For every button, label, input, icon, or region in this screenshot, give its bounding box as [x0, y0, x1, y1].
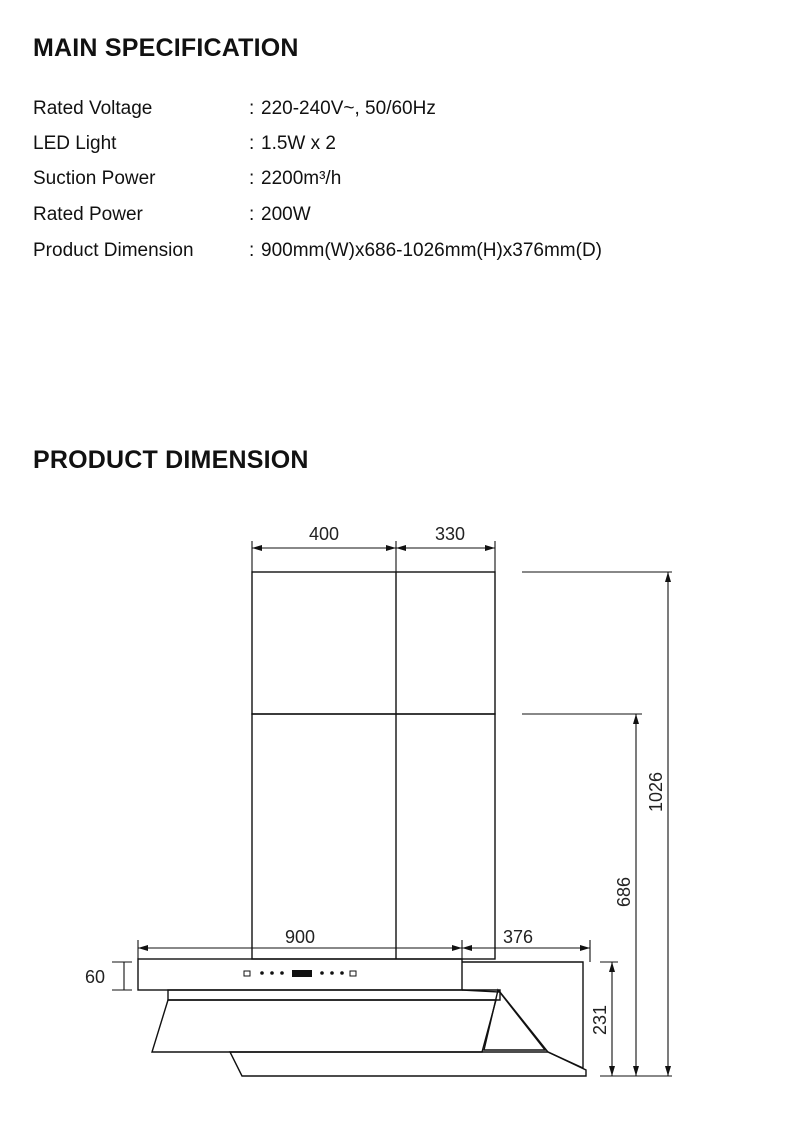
arrowheads: [138, 545, 671, 1076]
spec-label: Rated Power: [33, 204, 143, 225]
spec-row-led-light: [33, 133, 753, 163]
filter-grille: [484, 990, 545, 1050]
spec-colon: :: [249, 240, 255, 261]
product-dimension-title: PRODUCT DIMENSION: [33, 446, 309, 474]
control-dot-icon: [340, 971, 344, 975]
control-dot-icon: [280, 971, 284, 975]
spec-row-suction-power: [33, 168, 753, 198]
spec-value: 220-240V~, 50/60Hz: [261, 98, 436, 119]
chimney-lower: [252, 714, 495, 959]
spec-value: 900mm(W)x686-1026mm(H)x376mm(D): [261, 240, 602, 261]
power-button-icon: [244, 971, 250, 976]
spec-label: Suction Power: [33, 168, 156, 189]
control-dot-icon: [270, 971, 274, 975]
control-dot-icon: [320, 971, 324, 975]
hood-dimension-drawing: [0, 500, 800, 1100]
spec-colon: :: [249, 168, 255, 189]
spec-label: Product Dimension: [33, 240, 194, 261]
spec-label: Rated Voltage: [33, 98, 153, 119]
dim-label-686: 686: [614, 876, 634, 908]
dim-label-400: 400: [308, 524, 340, 544]
spec-row-product-dimension: [33, 240, 753, 270]
chimney-upper: [252, 572, 495, 714]
spec-value: 2200m³/h: [261, 168, 342, 189]
hood-bottom: [230, 1052, 586, 1076]
spec-colon: :: [249, 98, 255, 119]
dim-label-330: 330: [434, 524, 466, 544]
spec-value: 1.5W x 2: [261, 133, 336, 154]
dim-label-60: 60: [84, 967, 106, 987]
spec-colon: :: [249, 133, 255, 154]
main-specification-title: MAIN SPECIFICATION: [33, 34, 299, 62]
glass-panel: [152, 1000, 496, 1052]
glass-top-edge: [168, 990, 500, 1000]
control-dot-icon: [330, 971, 334, 975]
dim-label-1026: 1026: [646, 771, 666, 813]
spec-label: LED Light: [33, 133, 117, 154]
spec-value: 200W: [261, 204, 311, 225]
dim-label-231: 231: [590, 1004, 610, 1036]
control-dot-icon: [260, 971, 264, 975]
control-panel: [244, 970, 356, 977]
spec-colon: :: [249, 204, 255, 225]
dim-label-376: 376: [502, 927, 534, 947]
light-button-icon: [350, 971, 356, 976]
display-icon: [292, 970, 312, 977]
spec-row-rated-voltage: [33, 98, 753, 128]
spec-row-rated-power: [33, 204, 753, 234]
dim-label-900: 900: [284, 927, 316, 947]
